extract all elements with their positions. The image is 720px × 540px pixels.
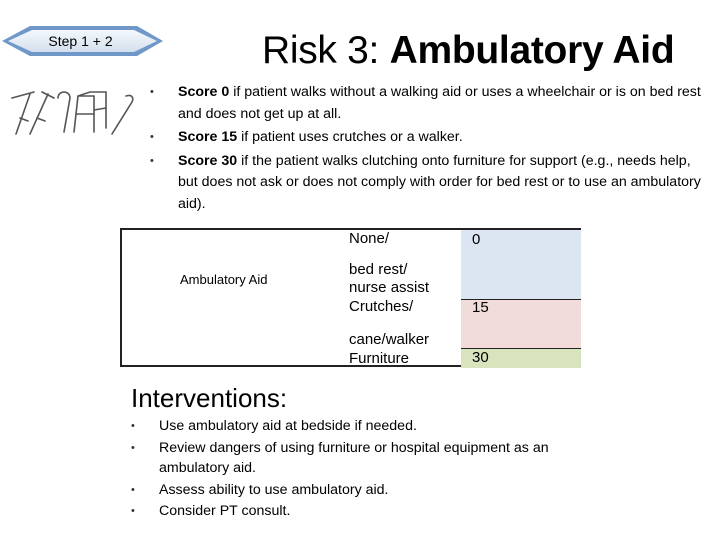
rule-score: Score 0 bbox=[178, 84, 230, 100]
table-row-label: Ambulatory Aid bbox=[180, 272, 268, 287]
rule-item bbox=[150, 151, 710, 216]
option-crutches: Crutches/ bbox=[349, 298, 414, 315]
interventions-heading: Interventions: bbox=[131, 383, 288, 413]
option-none: None/ bbox=[349, 230, 390, 247]
score-value: 30 bbox=[472, 349, 489, 366]
rule-score: Score 15 bbox=[178, 129, 238, 145]
scoring-rules bbox=[150, 82, 710, 217]
list-item: • Assess ability to use ambulatory aid. bbox=[131, 480, 611, 501]
option-bed-rest: bed rest/ bbox=[349, 261, 408, 278]
option-furniture: Furniture bbox=[349, 350, 410, 367]
walking-aids-icon bbox=[8, 88, 138, 141]
title-prefix: Risk 3: bbox=[262, 29, 390, 72]
title-bold: Ambulatory Aid bbox=[389, 29, 675, 72]
step-badge bbox=[0, 22, 165, 60]
score-value: 0 bbox=[472, 231, 481, 248]
option-nurse-assist: nurse assist bbox=[349, 279, 430, 296]
rule-text: if patient uses crutches or a walker. bbox=[237, 129, 463, 145]
interventions-list bbox=[131, 416, 611, 523]
list-item: • Review dangers of using furniture or hospital equipment as an ambulatory aid. bbox=[131, 438, 611, 479]
badge-label: Step 1 + 2 bbox=[48, 33, 113, 49]
rule-item bbox=[150, 127, 710, 149]
score-value: 15 bbox=[472, 299, 489, 316]
option-cane-walker: cane/walker bbox=[349, 331, 430, 348]
rule-text: if the patient walks clutching onto furniture for support (e.g., needs help, but does not ask or does not comply with order for bed rest or to use an ambulatory aid). bbox=[178, 152, 701, 212]
rule-text: if patient walks without a walking aid or uses a wheelchair or is on bed rest and does not get up at all. bbox=[178, 84, 701, 122]
list-item: • Consider PT consult. bbox=[131, 501, 611, 522]
rule-item bbox=[150, 82, 710, 125]
list-item: • Use ambulatory aid at bedside if needed. bbox=[131, 416, 611, 437]
rule-score: Score 30 bbox=[178, 152, 238, 169]
score-table bbox=[120, 228, 581, 367]
page-title bbox=[262, 26, 674, 76]
